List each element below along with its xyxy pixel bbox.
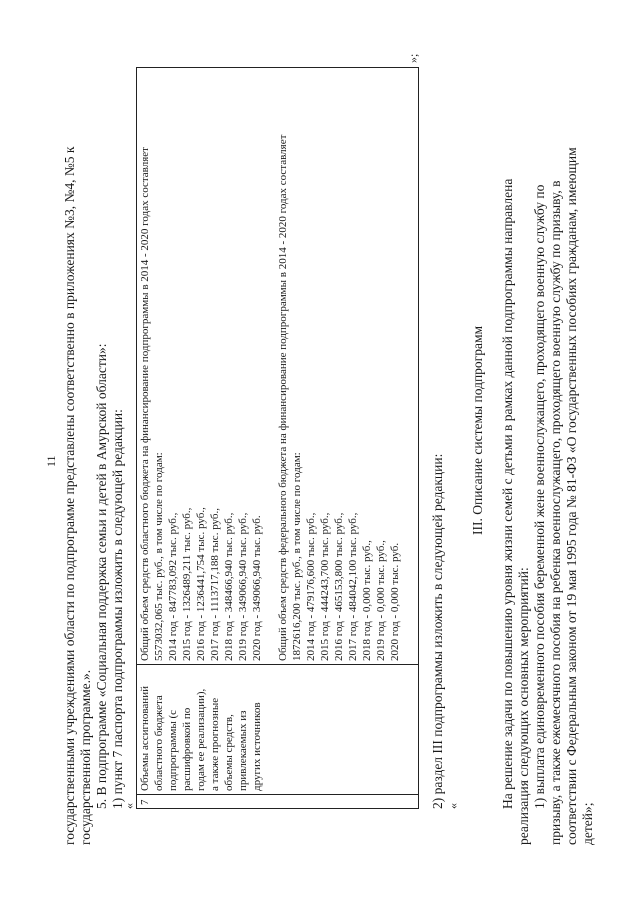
regional-budget-line: 2019 год - 349066,940 тыс. руб., xyxy=(237,512,249,661)
regional-budget-line: 2018 год - 348466,940 тыс. руб., xyxy=(223,512,235,661)
row-name-line: Объемы ассигнований xyxy=(139,686,151,791)
body-line: соответствии с Федеральным законом от 19 мая 1995 года № 81-ФЗ «О государственных пособиях гражданам, имеющим xyxy=(564,147,579,845)
row-name-line: областного бюджета xyxy=(153,695,165,791)
row-content-cell xyxy=(137,68,418,665)
federal-budget-line: 2016 год - 465153,800 тыс. руб., xyxy=(333,512,345,661)
federal-budget-line: 1872616,200 тыс. руб., в том числе по годам: xyxy=(291,452,303,661)
intro-line: государственными учреждениями области по подпрограмме представлены соответственно в приложениях №3, №4, №5 к xyxy=(62,146,77,845)
subprogram-title-line: 5. В подпрограмме «Социальная поддержка семьи и детей в Амурской области»: xyxy=(94,343,109,809)
row-name-line: привлекаемых из xyxy=(237,710,249,791)
row-name-line: других источников xyxy=(251,702,263,791)
federal-budget-line: 2018 год - 0,000 тыс. руб., xyxy=(361,540,373,661)
regional-budget-line: 2015 год - 1326489,211 тыс. руб., xyxy=(181,507,193,661)
row-number-cell xyxy=(137,794,418,808)
regional-budget-line: Общий объем средств областного бюджета на финансирование подпрограммы в 2014 - 2020 годах составляет xyxy=(139,147,151,661)
federal-budget-line: Общий объем средств федерального бюджета на финансирование подпрограммы в 2014 - 2020 годах составляет xyxy=(277,134,289,661)
row-name-line: расшифровкой по xyxy=(181,707,193,791)
body-line: На решение задачи по повышению уровня жизни семей с детьми в рамках данной подпрограммы направлена xyxy=(500,178,515,809)
federal-budget-line: 2017 год - 484042,100 тыс. руб., xyxy=(347,512,359,661)
row-name-line: а также прогнозные xyxy=(209,697,221,791)
open-quote: « xyxy=(122,803,136,809)
federal-budget-line: 2019 год - 0,000 тыс. руб., xyxy=(375,540,387,661)
federal-budget-line: 2014 год - 479176,600 тыс. руб., xyxy=(305,512,317,661)
passport-table xyxy=(136,67,419,809)
section-heading: III. Описание системы подпрограмм xyxy=(470,325,485,535)
body-line: 1) выплата единовременного пособия беременной жене военнослужащего, проходящего военную службу по xyxy=(532,184,547,809)
regional-budget-line: 5573032,065 тыс. руб., в том числе по годам: xyxy=(153,452,165,661)
regional-budget-line: 2016 год - 1236441,754 тыс. руб., xyxy=(195,507,207,661)
federal-budget-line: 2015 год - 444243,700 тыс. руб., xyxy=(319,512,331,661)
row-name-line: годам ее реализации), xyxy=(195,688,207,791)
row-name-cell xyxy=(137,664,418,795)
body-line: детей»; xyxy=(580,802,595,845)
intro-line: государственной программе.». xyxy=(78,669,93,845)
row-number: 7 xyxy=(139,799,151,805)
regional-budget-line: 2014 год - 847783,092 тыс. руб., xyxy=(167,512,179,661)
page-number: 11 xyxy=(44,455,58,467)
row-name-line: подпрограммы (с xyxy=(167,709,179,791)
body-line: реализация следующих основных мероприятий: xyxy=(516,567,531,845)
body-line: призыву, а также ежемесячного пособия на ребенка военнослужащего, проходящего военную службу по призыву, в xyxy=(548,180,563,845)
close-quote: »; xyxy=(406,53,420,63)
regional-budget-line: 2020 год - 349066,940 тыс. руб. xyxy=(251,515,263,661)
regional-budget-line: 2017 год - 1113717,188 тыс. руб., xyxy=(209,507,221,661)
passport-item-line: 1) пункт 7 паспорта подпрограммы изложить в следующей редакции: xyxy=(110,409,125,809)
row-name-line: объемы средств, xyxy=(223,714,235,791)
federal-budget-line: 2020 год - 0,000 тыс. руб. xyxy=(389,542,401,661)
open-quote-2: « xyxy=(446,803,460,809)
section-change-line: 2) раздел III подпрограммы изложить в следующей редакции: xyxy=(430,453,445,809)
